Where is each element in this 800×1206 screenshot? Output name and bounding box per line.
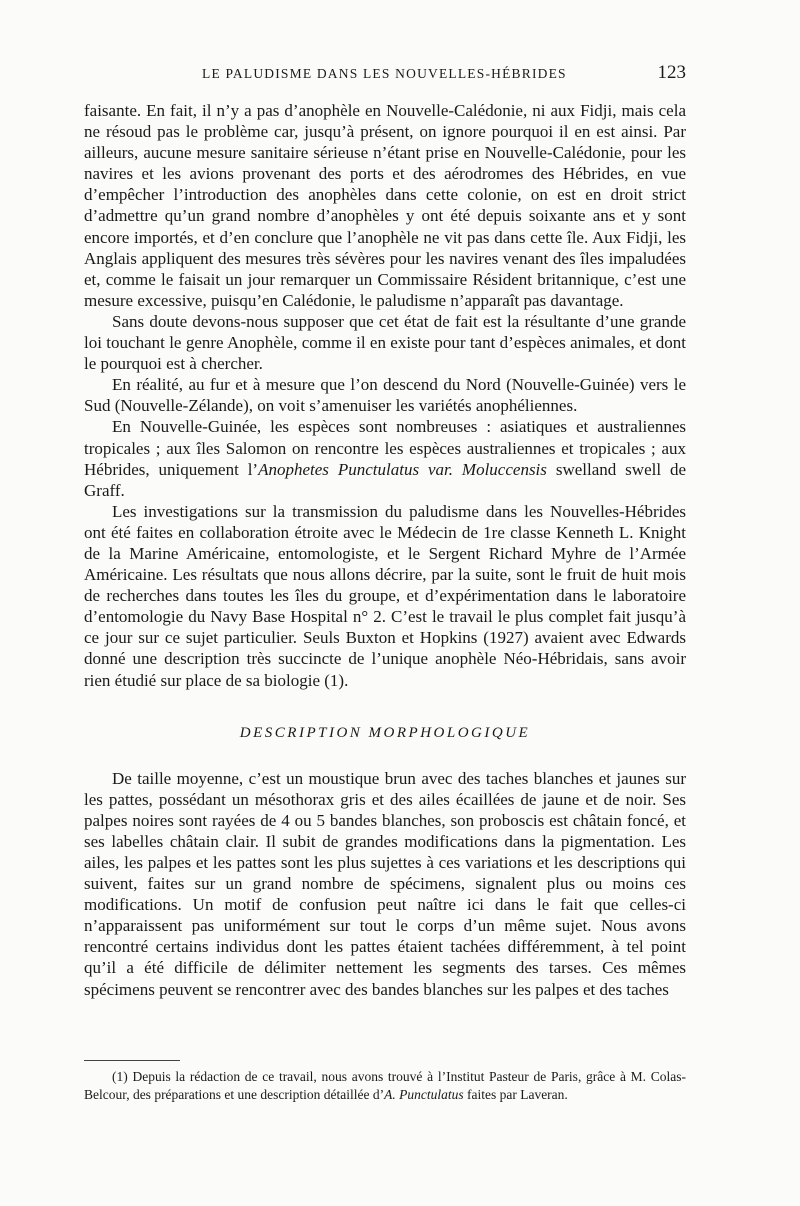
paragraph-5: Les investigations sur la transmission du paludisme dans les Nouvelles-Hébrides ont été faites en collaboration étroite avec le Médecin de 1re classe Kenneth L. Knight de la Marine Américaine, entomologiste, et le Sergent Richard Myhre de l’Armée Américaine. Les résultats que nous allons décrire, par la suite, sont le fruit de huit mois de recherches dans toutes les îles du groupe, et d’expérimentation dans le laboratoire d’entomologie du Navy Base Hospital n° 2. C’est le travail le plus complet fait jusqu’à ce jour sur ce sujet particulier. Seuls Buxton et Hopkins (1927) avaient avec Edwards donné une description très succincte de l’unique anophèle Néo-Hébridais, sans avoir rien étudié sur place de sa biologie (1). xyxy=(84,501,686,690)
paragraph-2: Sans doute devons-nous supposer que cet état de fait est la résultante d’une grande loi touchant le genre Anophèle, comme il en existe pour tant d’espèces animales, et dont le pourquoi est à chercher. xyxy=(84,311,686,374)
paragraph-4 xyxy=(84,416,686,500)
page-number: 123 xyxy=(657,62,686,83)
running-title: LE PALUDISME DANS LES NOUVELLES-HÉBRIDES xyxy=(202,66,567,81)
species-name: Anophetes Punctulatus var. Moluccensis xyxy=(258,459,547,479)
paragraph-4-text: En Nouvelle-Guinée, les espèces sont nombreuses : asiatiques et australiennes tropicales ; aux îles Salomon on rencontre les espèces australiennes et tropicales ; aux Hébrides, uniquement l’ xyxy=(84,417,686,479)
footnote-species: A. Punctulatus xyxy=(384,1087,464,1102)
body-text xyxy=(84,100,686,1000)
footnote-rule xyxy=(84,1060,180,1061)
paragraph-6: De taille moyenne, c’est un moustique brun avec des taches blanches et jaunes sur les pattes, possédant un mésothorax gris et des ailes écaillées de jaune et de noir. Ses palpes noires sont rayées de 4 ou 5 bandes blanches, son proboscis est châtain foncé, et ses labelles châtain clair. Il subit de grandes modifications dans la pigmentation. Les ailes, les palpes et les pattes sont les plus sujettes à ces variations et les descriptions qui suivent, faites sur un grand nombre de spécimens, signalent plus ou moins ces modifications. Un motif de confusion peut naître ici dans le fait que celles-ci n’apparaissent pas uniformément sur tout le corps d’un même sujet. Nous avons rencontré certains individus dont les pattes étaient tachées différemment, à tel point qu’il a été difficile de délimiter nettement les segments des tarses. Ces mêmes spécimens peuvent se rencontrer avec des bandes blanches sur les palpes et des taches xyxy=(84,768,686,999)
footnote-end: faites par Laveran. xyxy=(463,1087,568,1102)
running-head xyxy=(80,62,686,86)
paragraph-4-end: swelland swell de Graff. xyxy=(84,459,687,500)
footnote-text: (1) Depuis la rédaction de ce travail, nous avons trouvé à l’Institut Pasteur de Paris, grâce à M. Colas-Belcour, des préparations et une description détaillée d’ xyxy=(84,1069,686,1102)
paragraph-1: faisante. En fait, il n’y a pas d’anophèle en Nouvelle-Calédonie, ni aux Fidji, mais cela ne résoud pas le problème car, jusqu’à présent, on ignore pourquoi il en est ainsi. Par ailleurs, aucune mesure sanitaire sérieuse n’étant prise en Nouvelle-Calédonie, pour les navires et les avions provenant des ports et des aérodromes des Hébrides, en vue d’empêcher l’introduction des anophèles dans cette colonie, on est en droit strict d’admettre qu’un grand nombre d’anophèles y ont été depuis soixante ans et y sont encore importés, et d’en conclure que l’anophèle ne vit pas dans cette île. Aux Fidji, les Anglais appliquent des mesures très sévères pour les navires venant des îles impaludées et, comme le faisait un jour remarquer un Commissaire Résident britannique, c’est une mesure excessive, puisqu’en Calédonie, le paludisme n’apparaît pas davantage. xyxy=(84,101,686,310)
section-heading: DESCRIPTION MORPHOLOGIQUE xyxy=(239,724,531,741)
paragraph-3: En réalité, au fur et à mesure que l’on descend du Nord (Nouvelle-Guinée) vers le Sud (Nouvelle-Zélande), on voit s’amenuiser les variétés anophéliennes. xyxy=(84,375,686,416)
footnote xyxy=(84,1068,686,1104)
